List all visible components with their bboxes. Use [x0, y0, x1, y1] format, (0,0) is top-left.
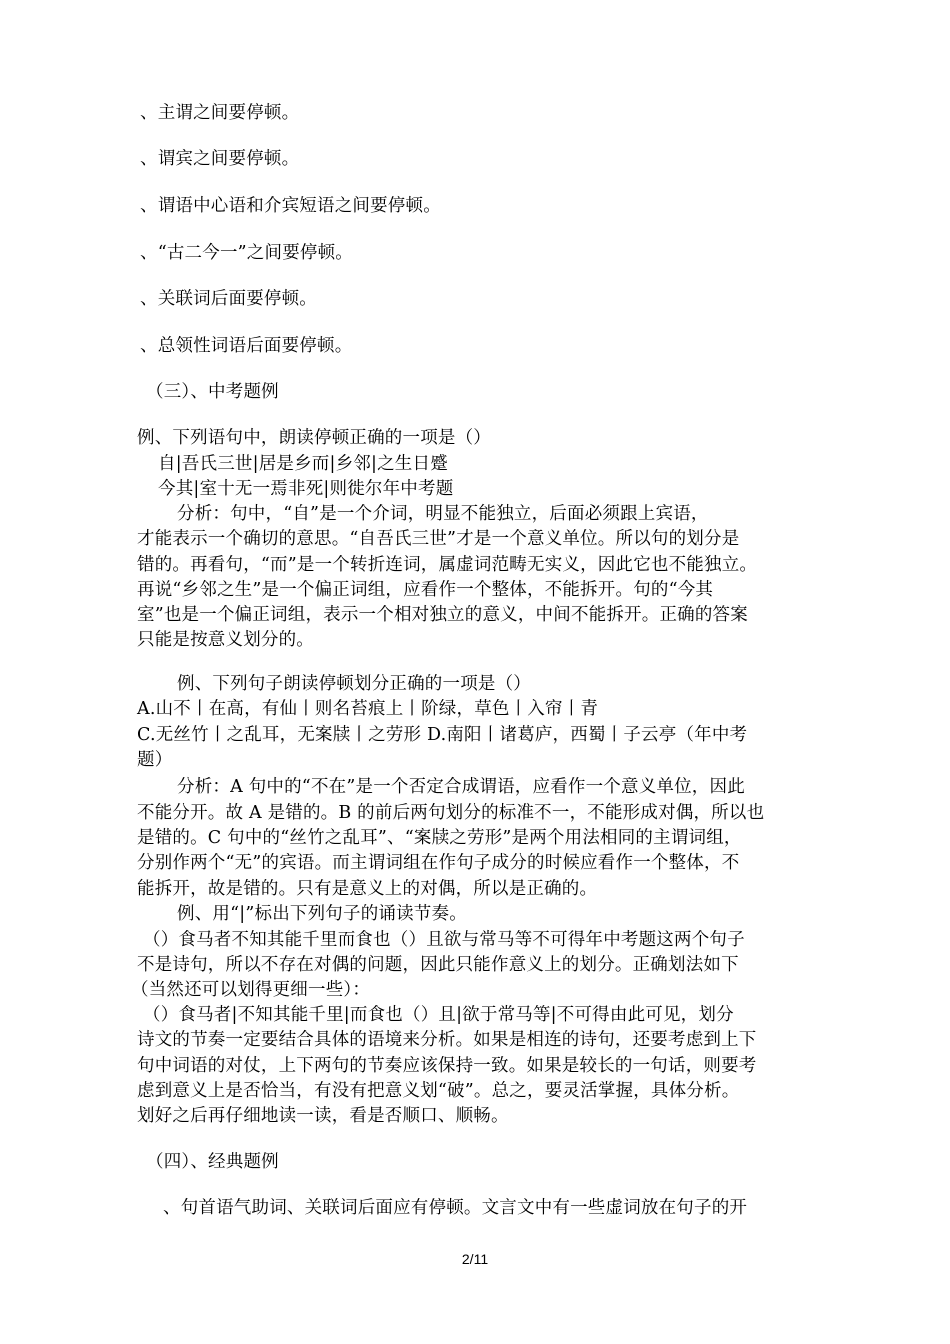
- analysis-line: 错的。再看句，“而”是一个转折连词，属虚词范畴无实义，因此它也不能独立。: [137, 555, 758, 575]
- example-question: 例、用“|”标出下列句子的诵读节奏。: [177, 904, 467, 924]
- rule-item: 、总领性词语后面要停顿。: [140, 336, 353, 356]
- page-number: 2/11: [461, 1251, 489, 1267]
- example-option: A.山不丨在高，有仙丨则名苔痕上丨阶绿，草色丨入帘丨青: [137, 699, 599, 719]
- example-option: C.无丝竹丨之乱耳，无案牍丨之劳形 D.南阳丨诸葛庐，西蜀丨子云亭（年中考: [137, 725, 748, 745]
- analysis-line: 不能分开。故 A 是错的。B 的前后两句划分的标准不一，不能形成对偶，所以也: [137, 803, 765, 823]
- example-text-line: 划好之后再仔细地读一读，看是否顺口、顺畅。: [137, 1106, 509, 1126]
- rule-item: 、谓宾之间要停顿。: [140, 149, 300, 169]
- rule-item: 、谓语中心语和介宾短语之间要停顿。: [140, 196, 441, 216]
- example-option: 自|吾氏三世|居是乡而|乡邻|之生日蹙: [158, 454, 448, 474]
- example-text-line: （）食马者|不知其能千里|而食也（）且|欲于常马等|不可得由此可见，划分: [143, 1005, 734, 1025]
- rule-item: 、主谓之间要停顿。: [140, 103, 300, 123]
- section-heading: （三）、中考题例: [146, 382, 279, 402]
- paragraph-line: 、句首语气助词、关联词后面应有停顿。文言文中有一些虚词放在句子的开: [163, 1198, 748, 1218]
- section-heading: （四）、经典题例: [146, 1152, 279, 1172]
- analysis-line: 分析：句中，“自”是一个介词，明显不能独立，后面必须跟上宾语，: [177, 504, 709, 524]
- example-text-line: 不是诗句，所以不存在对偶的问题，因此只能作意义上的划分。正确划法如下: [137, 955, 739, 975]
- example-text-line: 虑到意义上是否恰当，有没有把意义划“破”。总之，要灵活掌握，具体分析。: [137, 1081, 740, 1101]
- example-question: 例、下列语句中，朗读停顿正确的一项是（）: [137, 428, 491, 448]
- analysis-line: 室”也是一个偏正词组，表示一个相对独立的意义，中间不能拆开。正确的答案: [137, 605, 748, 625]
- example-text-line: （）食马者不知其能千里而食也（）且欲与常马等不可得年中考题这两个句子: [143, 930, 745, 950]
- analysis-line: 分析：A 句中的“不在”是一个否定合成谓语，应看作一个意义单位，因此: [177, 777, 745, 797]
- example-option: 今其|室十无一焉非死|则徙尔年中考题: [158, 479, 454, 499]
- rule-item: 、“古二今一”之间要停顿。: [140, 243, 353, 263]
- example-text-line: 句中词语的对仗，上下两句的节奏应该保持一致。如果是较长的一句话，则要考: [137, 1056, 757, 1076]
- example-text-line: 诗文的节奏一定要结合具体的语境来分析。如果是相连的诗句，还要考虑到上下: [137, 1030, 757, 1050]
- example-text-line: （当然还可以划得更细一些）：: [131, 980, 371, 1000]
- analysis-line: 分别作两个“无”的宾语。而主谓词组在作句子成分的时候应看作一个整体，不: [137, 853, 740, 873]
- analysis-line: 才能表示一个确切的意思。“自吾氏三世”才是一个意义单位。所以句的划分是: [137, 529, 740, 549]
- example-question: 例、下列句子朗读停顿划分正确的一项是（）: [177, 674, 531, 694]
- rule-item: 、关联词后面要停顿。: [140, 289, 317, 309]
- example-option: 题）: [137, 750, 173, 770]
- analysis-line: 能拆开，故是错的。只有是意义上的对偶，所以是正确的。: [137, 879, 598, 899]
- analysis-line: 只能是按意义划分的。: [137, 630, 314, 650]
- analysis-line: 是错的。C 句中的“丝竹之乱耳”、“案牍之劳形”是两个用法相同的主谓词组，: [137, 828, 742, 848]
- analysis-line: 再说“乡邻之生”是一个偏正词组，应看作一个整体，不能拆开。句的“今其: [137, 580, 714, 600]
